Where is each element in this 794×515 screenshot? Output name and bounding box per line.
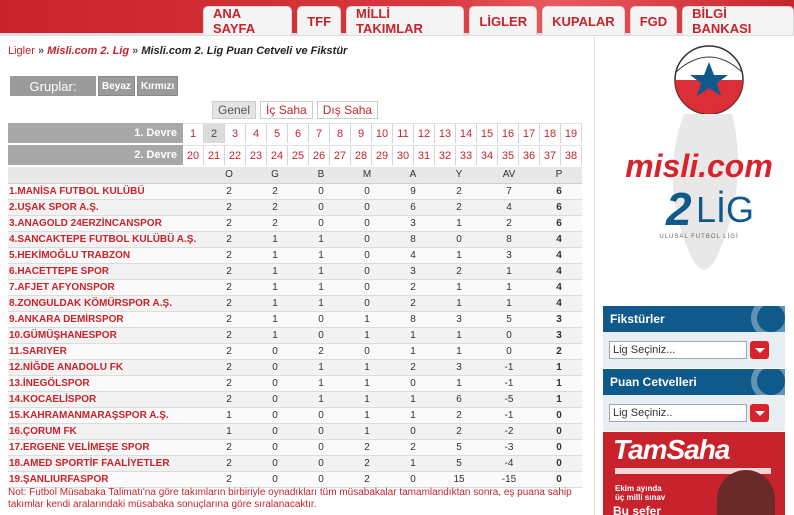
stat-cell: -4 bbox=[482, 455, 536, 471]
week-link[interactable]: 13 bbox=[435, 123, 456, 143]
stat-cell: 4 bbox=[536, 263, 582, 279]
table-row bbox=[8, 471, 582, 487]
stat-cell: 0 bbox=[252, 471, 298, 487]
table-header-row bbox=[8, 167, 582, 183]
stat-cell: 0 bbox=[298, 311, 344, 327]
week-link[interactable]: 30 bbox=[393, 145, 414, 165]
week-link[interactable]: 36 bbox=[519, 145, 540, 165]
stat-cell: 1 bbox=[536, 391, 582, 407]
stat-cell: 0 bbox=[252, 359, 298, 375]
standings-widget bbox=[603, 369, 785, 431]
team-name-link[interactable]: 3.ANAGOLD 24ERZİNCANSPOR bbox=[8, 215, 206, 231]
stat-cell: 2 bbox=[206, 343, 252, 359]
stat-cell: 0 bbox=[390, 375, 436, 391]
stat-cell: 0 bbox=[344, 343, 390, 359]
stat-cell: 6 bbox=[390, 199, 436, 215]
tab-general[interactable]: Genel bbox=[212, 101, 256, 119]
stat-cell: 0 bbox=[482, 343, 536, 359]
week-link[interactable]: 17 bbox=[519, 123, 540, 143]
col-header-goals-for: A bbox=[390, 167, 436, 183]
stat-cell: 0 bbox=[390, 423, 436, 439]
nav-tab-leagues[interactable]: LİGLER bbox=[469, 6, 537, 35]
week-link[interactable]: 12 bbox=[414, 123, 435, 143]
stat-cell: 15 bbox=[436, 471, 482, 487]
col-header-played: O bbox=[206, 167, 252, 183]
week-link[interactable]: 19 bbox=[561, 123, 582, 143]
table-row bbox=[8, 343, 582, 359]
stat-cell: 0 bbox=[344, 215, 390, 231]
stat-cell: 2 bbox=[436, 263, 482, 279]
stat-cell: 0 bbox=[298, 455, 344, 471]
stat-cell: 1 bbox=[390, 455, 436, 471]
main-nav bbox=[203, 6, 794, 35]
week-link[interactable]: 34 bbox=[477, 145, 498, 165]
stat-cell: 6 bbox=[536, 183, 582, 199]
table-row bbox=[8, 423, 582, 439]
col-header-goal-diff: AV bbox=[482, 167, 536, 183]
team-name-link[interactable]: 4.SANCAKTEPE FUTBOL KULÜBÜ A.Ş. bbox=[8, 231, 206, 247]
week-link[interactable]: 1 bbox=[183, 123, 204, 143]
stat-cell: 2 bbox=[390, 359, 436, 375]
team-name-link[interactable]: 16.ÇORUM FK bbox=[8, 423, 206, 439]
team-name-link[interactable]: 9.ANKARA DEMİRSPOR bbox=[8, 311, 206, 327]
stat-cell: 6 bbox=[536, 215, 582, 231]
table-row bbox=[8, 263, 582, 279]
stat-cell: 1 bbox=[390, 407, 436, 423]
week-link[interactable]: 35 bbox=[498, 145, 519, 165]
stat-cell: 1 bbox=[252, 231, 298, 247]
stat-cell: 2 bbox=[206, 327, 252, 343]
stat-cell: 0 bbox=[298, 439, 344, 455]
week-link[interactable]: 23 bbox=[246, 145, 267, 165]
stat-cell: 1 bbox=[482, 279, 536, 295]
stat-cell: 1 bbox=[482, 295, 536, 311]
stat-cell: 1 bbox=[298, 247, 344, 263]
stat-cell: 0 bbox=[252, 455, 298, 471]
second-half-label: 2. Devre bbox=[8, 145, 183, 165]
week-link[interactable]: 11 bbox=[393, 123, 414, 143]
table-row bbox=[8, 279, 582, 295]
stat-cell: -15 bbox=[482, 471, 536, 487]
stat-cell: 2 bbox=[436, 183, 482, 199]
team-name-link[interactable]: 7.AFJET AFYONSPOR bbox=[8, 279, 206, 295]
stat-cell: 2 bbox=[536, 343, 582, 359]
stat-cell: 1 bbox=[298, 263, 344, 279]
first-half-weeks bbox=[8, 123, 582, 143]
stat-cell: 0 bbox=[536, 423, 582, 439]
table-row bbox=[8, 391, 582, 407]
stat-cell: 3 bbox=[536, 327, 582, 343]
group-button-kirmizi[interactable]: Kırmızı bbox=[137, 76, 178, 96]
stat-cell: 2 bbox=[298, 343, 344, 359]
table-row bbox=[8, 295, 582, 311]
ad-photo bbox=[717, 470, 775, 515]
stat-cell: 1 bbox=[252, 263, 298, 279]
col-header-team bbox=[8, 167, 206, 183]
stat-cell: 1 bbox=[436, 295, 482, 311]
team-name-link[interactable]: 13.İNEGÖLSPOR bbox=[8, 375, 206, 391]
stat-cell: 1 bbox=[252, 247, 298, 263]
week-link[interactable]: 4 bbox=[246, 123, 267, 143]
week-link[interactable]: 31 bbox=[414, 145, 435, 165]
stat-cell: 2 bbox=[206, 279, 252, 295]
stat-cell: 1 bbox=[436, 247, 482, 263]
stat-cell: 3 bbox=[536, 311, 582, 327]
stat-cell: 0 bbox=[298, 183, 344, 199]
stat-cell: 1 bbox=[436, 375, 482, 391]
team-name-link[interactable]: 12.NİĞDE ANADOLU FK bbox=[8, 359, 206, 375]
stat-cell: 0 bbox=[298, 407, 344, 423]
second-half-weeks bbox=[8, 145, 582, 165]
stat-cell: 0 bbox=[344, 279, 390, 295]
stat-cell: 3 bbox=[436, 359, 482, 375]
week-link[interactable]: 16 bbox=[498, 123, 519, 143]
stat-cell: 7 bbox=[482, 183, 536, 199]
stat-cell: 1 bbox=[344, 359, 390, 375]
week-link[interactable]: 8 bbox=[330, 123, 351, 143]
breadcrumb-separator: » bbox=[37, 45, 45, 57]
stat-cell: -2 bbox=[482, 423, 536, 439]
stat-cell: 1 bbox=[298, 391, 344, 407]
league-logo bbox=[604, 42, 794, 292]
week-link[interactable]: 33 bbox=[456, 145, 477, 165]
nav-tab-national-teams[interactable]: MİLLİ TAKIMLAR bbox=[346, 6, 464, 35]
stat-cell: 1 bbox=[344, 407, 390, 423]
stat-cell: 2 bbox=[206, 183, 252, 199]
stat-cell: 0 bbox=[344, 295, 390, 311]
ad-line-2: üç milli sınav bbox=[615, 493, 666, 502]
ad-line-3: Bu sefer bbox=[613, 504, 662, 515]
stat-cell: 1 bbox=[436, 215, 482, 231]
stat-cell: 0 bbox=[344, 231, 390, 247]
stat-cell: 4 bbox=[482, 199, 536, 215]
stat-cell: 3 bbox=[390, 263, 436, 279]
stat-cell: 3 bbox=[482, 247, 536, 263]
breadcrumb-leagues[interactable]: Ligler bbox=[8, 45, 35, 57]
stat-cell: 1 bbox=[344, 327, 390, 343]
logo-subtitle: ULUSAL FUTBOL LİGİ bbox=[659, 234, 739, 240]
stat-cell: 2 bbox=[390, 279, 436, 295]
fixtures-select-dropdown-button[interactable] bbox=[750, 341, 769, 359]
stat-cell: 0 bbox=[482, 327, 536, 343]
standings-widget-title: Puan Cetvelleri bbox=[610, 375, 697, 389]
stat-cell: 2 bbox=[206, 295, 252, 311]
stat-cell: 0 bbox=[298, 327, 344, 343]
stat-cell: 1 bbox=[206, 407, 252, 423]
stat-cell: 0 bbox=[344, 183, 390, 199]
stat-cell: 1 bbox=[390, 327, 436, 343]
stat-cell: 0 bbox=[536, 407, 582, 423]
stat-cell: 2 bbox=[252, 199, 298, 215]
stat-cell: 0 bbox=[252, 407, 298, 423]
stat-cell: 0 bbox=[252, 391, 298, 407]
stat-cell: -1 bbox=[482, 359, 536, 375]
stat-cell: 0 bbox=[252, 439, 298, 455]
stat-cell: 1 bbox=[436, 343, 482, 359]
stat-cell: 2 bbox=[482, 215, 536, 231]
week-link[interactable]: 5 bbox=[267, 123, 288, 143]
groups-selector bbox=[10, 76, 178, 96]
week-link[interactable]: 18 bbox=[540, 123, 561, 143]
stat-cell: 0 bbox=[344, 263, 390, 279]
stat-cell: 0 bbox=[252, 375, 298, 391]
breadcrumb bbox=[8, 45, 347, 57]
stat-cell: 4 bbox=[536, 247, 582, 263]
fixtures-widget-title: Fikstürler bbox=[610, 312, 665, 326]
week-link[interactable]: 14 bbox=[456, 123, 477, 143]
stat-cell: 2 bbox=[206, 311, 252, 327]
team-name-link[interactable]: 14.KOCAELİSPOR bbox=[8, 391, 206, 407]
stat-cell: 8 bbox=[390, 231, 436, 247]
stat-cell: 9 bbox=[390, 183, 436, 199]
table-row bbox=[8, 375, 582, 391]
stat-cell: 1 bbox=[298, 375, 344, 391]
stat-cell: 0 bbox=[344, 247, 390, 263]
team-name-link[interactable]: 8.ZONGULDAK KÖMÜRSPOR A.Ş. bbox=[8, 295, 206, 311]
week-link[interactable]: 32 bbox=[435, 145, 456, 165]
fixtures-league-select[interactable]: Lig Seçiniz... bbox=[609, 341, 747, 359]
stat-cell: 5 bbox=[436, 455, 482, 471]
stat-cell: 0 bbox=[298, 199, 344, 215]
stat-cell: 0 bbox=[344, 199, 390, 215]
stat-cell: 2 bbox=[390, 295, 436, 311]
stat-cell: 1 bbox=[206, 423, 252, 439]
stat-cell: 0 bbox=[252, 343, 298, 359]
tab-home[interactable]: İç Saha bbox=[260, 101, 313, 119]
stat-cell: 1 bbox=[482, 263, 536, 279]
table-row bbox=[8, 359, 582, 375]
stat-cell: 3 bbox=[390, 215, 436, 231]
standings-widget-header bbox=[603, 369, 785, 395]
stat-cell: 2 bbox=[206, 199, 252, 215]
stat-cell: 0 bbox=[298, 423, 344, 439]
stat-cell: 4 bbox=[536, 231, 582, 247]
col-header-goals-against: Y bbox=[436, 167, 482, 183]
stat-cell: 1 bbox=[436, 327, 482, 343]
stat-cell: 1 bbox=[252, 327, 298, 343]
stat-cell: 1 bbox=[536, 359, 582, 375]
team-name-link[interactable]: 10.GÜMÜŞHANESPOR bbox=[8, 327, 206, 343]
stat-cell: 0 bbox=[536, 455, 582, 471]
logo-word: LİG bbox=[696, 189, 755, 230]
week-link[interactable]: 26 bbox=[309, 145, 330, 165]
week-link[interactable]: 37 bbox=[540, 145, 561, 165]
stat-cell: 1 bbox=[344, 423, 390, 439]
stat-cell: 2 bbox=[436, 199, 482, 215]
stat-cell: 8 bbox=[390, 311, 436, 327]
week-link[interactable]: 27 bbox=[330, 145, 351, 165]
stat-cell: 0 bbox=[536, 471, 582, 487]
nav-tab-tff[interactable]: TFF bbox=[297, 6, 341, 35]
stat-cell: 1 bbox=[390, 343, 436, 359]
fixtures-widget bbox=[603, 306, 785, 368]
table-row bbox=[8, 311, 582, 327]
nav-tab-cups[interactable]: KUPALAR bbox=[542, 6, 625, 35]
breadcrumb-current: Misli.com 2. Lig Puan Cetveli ve Fikstür bbox=[141, 45, 348, 57]
team-name-link[interactable]: 17.ERGENE VELİMEŞE SPOR bbox=[8, 439, 206, 455]
breadcrumb-separator: » bbox=[132, 45, 139, 57]
stat-cell: 1 bbox=[252, 311, 298, 327]
table-row bbox=[8, 199, 582, 215]
stat-cell: 2 bbox=[252, 215, 298, 231]
stat-cell: -3 bbox=[482, 439, 536, 455]
week-link[interactable]: 22 bbox=[225, 145, 246, 165]
tiebreak-note: Not: Futbol Müsabaka Talimatı'na göre takımların birbiriyle oynadıkları tüm müsabakalar tamamlandıktan sonra, eş puana sahip takımlar kendi aralarındaki müsabaka sonuçlarına göre sıralanacaktır. bbox=[8, 487, 572, 510]
week-link[interactable]: 29 bbox=[372, 145, 393, 165]
stat-cell: 2 bbox=[344, 471, 390, 487]
breadcrumb-league[interactable]: Misli.com 2. Lig bbox=[47, 45, 130, 57]
stat-cell: 0 bbox=[436, 231, 482, 247]
standings-table bbox=[8, 167, 582, 488]
team-name-link[interactable]: 18.AMED SPORTİF FAALİYETLER bbox=[8, 455, 206, 471]
stat-cell: 1 bbox=[536, 375, 582, 391]
stat-cell: 1 bbox=[344, 391, 390, 407]
stat-cell: 1 bbox=[298, 359, 344, 375]
stat-cell: 1 bbox=[298, 295, 344, 311]
table-row bbox=[8, 407, 582, 423]
team-name-link[interactable]: 11.SARIYER bbox=[8, 343, 206, 359]
stat-cell: 1 bbox=[344, 375, 390, 391]
stat-cell: -1 bbox=[482, 375, 536, 391]
fixtures-widget-header bbox=[603, 306, 785, 332]
stat-cell: 2 bbox=[206, 391, 252, 407]
stat-cell: 1 bbox=[436, 279, 482, 295]
tab-away[interactable]: Dış Saha bbox=[317, 101, 378, 119]
nav-tab-home[interactable]: ANA SAYFA bbox=[203, 6, 292, 35]
team-name-link[interactable]: 5.HEKİMOĞLU TRABZON bbox=[8, 247, 206, 263]
week-link[interactable]: 7 bbox=[309, 123, 330, 143]
stat-cell: 2 bbox=[436, 423, 482, 439]
stat-cell: 5 bbox=[482, 311, 536, 327]
week-link[interactable]: 9 bbox=[351, 123, 372, 143]
stat-cell: 2 bbox=[206, 359, 252, 375]
stat-cell: 2 bbox=[206, 439, 252, 455]
stat-cell: 1 bbox=[298, 231, 344, 247]
group-button-beyaz[interactable]: Beyaz bbox=[98, 76, 135, 96]
nav-tab-fgd[interactable]: FGD bbox=[630, 6, 677, 35]
ball-decoration-icon bbox=[751, 369, 785, 395]
view-tabs bbox=[212, 101, 378, 119]
stat-cell: 2 bbox=[206, 231, 252, 247]
logo-number: 2 bbox=[666, 183, 692, 235]
stat-cell: 2 bbox=[344, 439, 390, 455]
first-half-label: 1. Devre bbox=[8, 123, 183, 143]
standings-select-dropdown-button[interactable] bbox=[750, 404, 769, 422]
team-name-link[interactable]: 1.MANİSA FUTBOL KULÜBÜ bbox=[8, 183, 206, 199]
stat-cell: 2 bbox=[206, 263, 252, 279]
col-header-lost: M bbox=[344, 167, 390, 183]
stat-cell: 2 bbox=[344, 455, 390, 471]
col-header-drawn: B bbox=[298, 167, 344, 183]
stat-cell: 4 bbox=[536, 279, 582, 295]
stat-cell: 2 bbox=[206, 247, 252, 263]
stat-cell: 0 bbox=[252, 423, 298, 439]
ad-brand: TamSaha bbox=[613, 434, 730, 465]
table-row bbox=[8, 183, 582, 199]
table-row bbox=[8, 215, 582, 231]
stat-cell: 4 bbox=[536, 295, 582, 311]
stat-cell: 4 bbox=[390, 247, 436, 263]
chevron-down-icon bbox=[755, 348, 765, 353]
stat-cell: 2 bbox=[436, 407, 482, 423]
team-name-link[interactable]: 2.UŞAK SPOR A.Ş. bbox=[8, 199, 206, 215]
logo-brand: misli.com bbox=[625, 148, 773, 184]
stat-cell: 0 bbox=[390, 471, 436, 487]
stat-cell: 1 bbox=[298, 279, 344, 295]
stat-cell: 2 bbox=[206, 471, 252, 487]
stat-cell: 1 bbox=[252, 279, 298, 295]
week-link[interactable]: 21 bbox=[204, 145, 225, 165]
week-link[interactable]: 15 bbox=[477, 123, 498, 143]
chevron-down-icon bbox=[755, 411, 765, 416]
stat-cell: 6 bbox=[536, 199, 582, 215]
week-link[interactable]: 38 bbox=[561, 145, 582, 165]
week-link[interactable]: 6 bbox=[288, 123, 309, 143]
stat-cell: 0 bbox=[536, 439, 582, 455]
table-row bbox=[8, 455, 582, 471]
stat-cell: 0 bbox=[298, 471, 344, 487]
team-name-link[interactable]: 15.KAHRAMANMARAŞSPOR A.Ş. bbox=[8, 407, 206, 423]
stat-cell: 1 bbox=[252, 295, 298, 311]
stat-cell: 2 bbox=[390, 439, 436, 455]
stat-cell: 8 bbox=[482, 231, 536, 247]
table-row bbox=[8, 327, 582, 343]
stat-cell: 2 bbox=[206, 215, 252, 231]
stat-cell: 5 bbox=[436, 439, 482, 455]
stat-cell: 2 bbox=[252, 183, 298, 199]
stat-cell: 3 bbox=[436, 311, 482, 327]
ad-line-1: Ekim ayında bbox=[615, 484, 662, 493]
table-row bbox=[8, 439, 582, 455]
table-row bbox=[8, 231, 582, 247]
week-link[interactable]: 3 bbox=[225, 123, 246, 143]
team-name-link[interactable]: 6.HACETTEPE SPOR bbox=[8, 263, 206, 279]
ball-decoration-icon bbox=[751, 306, 785, 332]
table-row bbox=[8, 247, 582, 263]
tamsaha-advertisement[interactable] bbox=[603, 432, 785, 515]
stat-cell: 1 bbox=[390, 391, 436, 407]
stat-cell: 0 bbox=[298, 215, 344, 231]
week-link[interactable]: 24 bbox=[267, 145, 288, 165]
week-link[interactable]: 2 bbox=[204, 123, 225, 143]
col-header-won: G bbox=[252, 167, 298, 183]
week-link[interactable]: 20 bbox=[183, 145, 204, 165]
stat-cell: -5 bbox=[482, 391, 536, 407]
stat-cell: -1 bbox=[482, 407, 536, 423]
nav-tab-knowledge-bank[interactable]: BİLGİ BANKASI bbox=[682, 6, 794, 35]
stat-cell: 2 bbox=[206, 375, 252, 391]
week-link[interactable]: 28 bbox=[351, 145, 372, 165]
week-link[interactable]: 25 bbox=[288, 145, 309, 165]
team-name-link[interactable]: 19.ŞANLIURFASPOR bbox=[8, 471, 206, 487]
standings-league-select[interactable]: Lig Seçiniz.. bbox=[609, 404, 747, 422]
stat-cell: 2 bbox=[206, 455, 252, 471]
groups-label: Gruplar: bbox=[10, 76, 96, 96]
stat-cell: 6 bbox=[436, 391, 482, 407]
week-link[interactable]: 10 bbox=[372, 123, 393, 143]
stat-cell: 1 bbox=[344, 311, 390, 327]
col-header-points: P bbox=[536, 167, 582, 183]
